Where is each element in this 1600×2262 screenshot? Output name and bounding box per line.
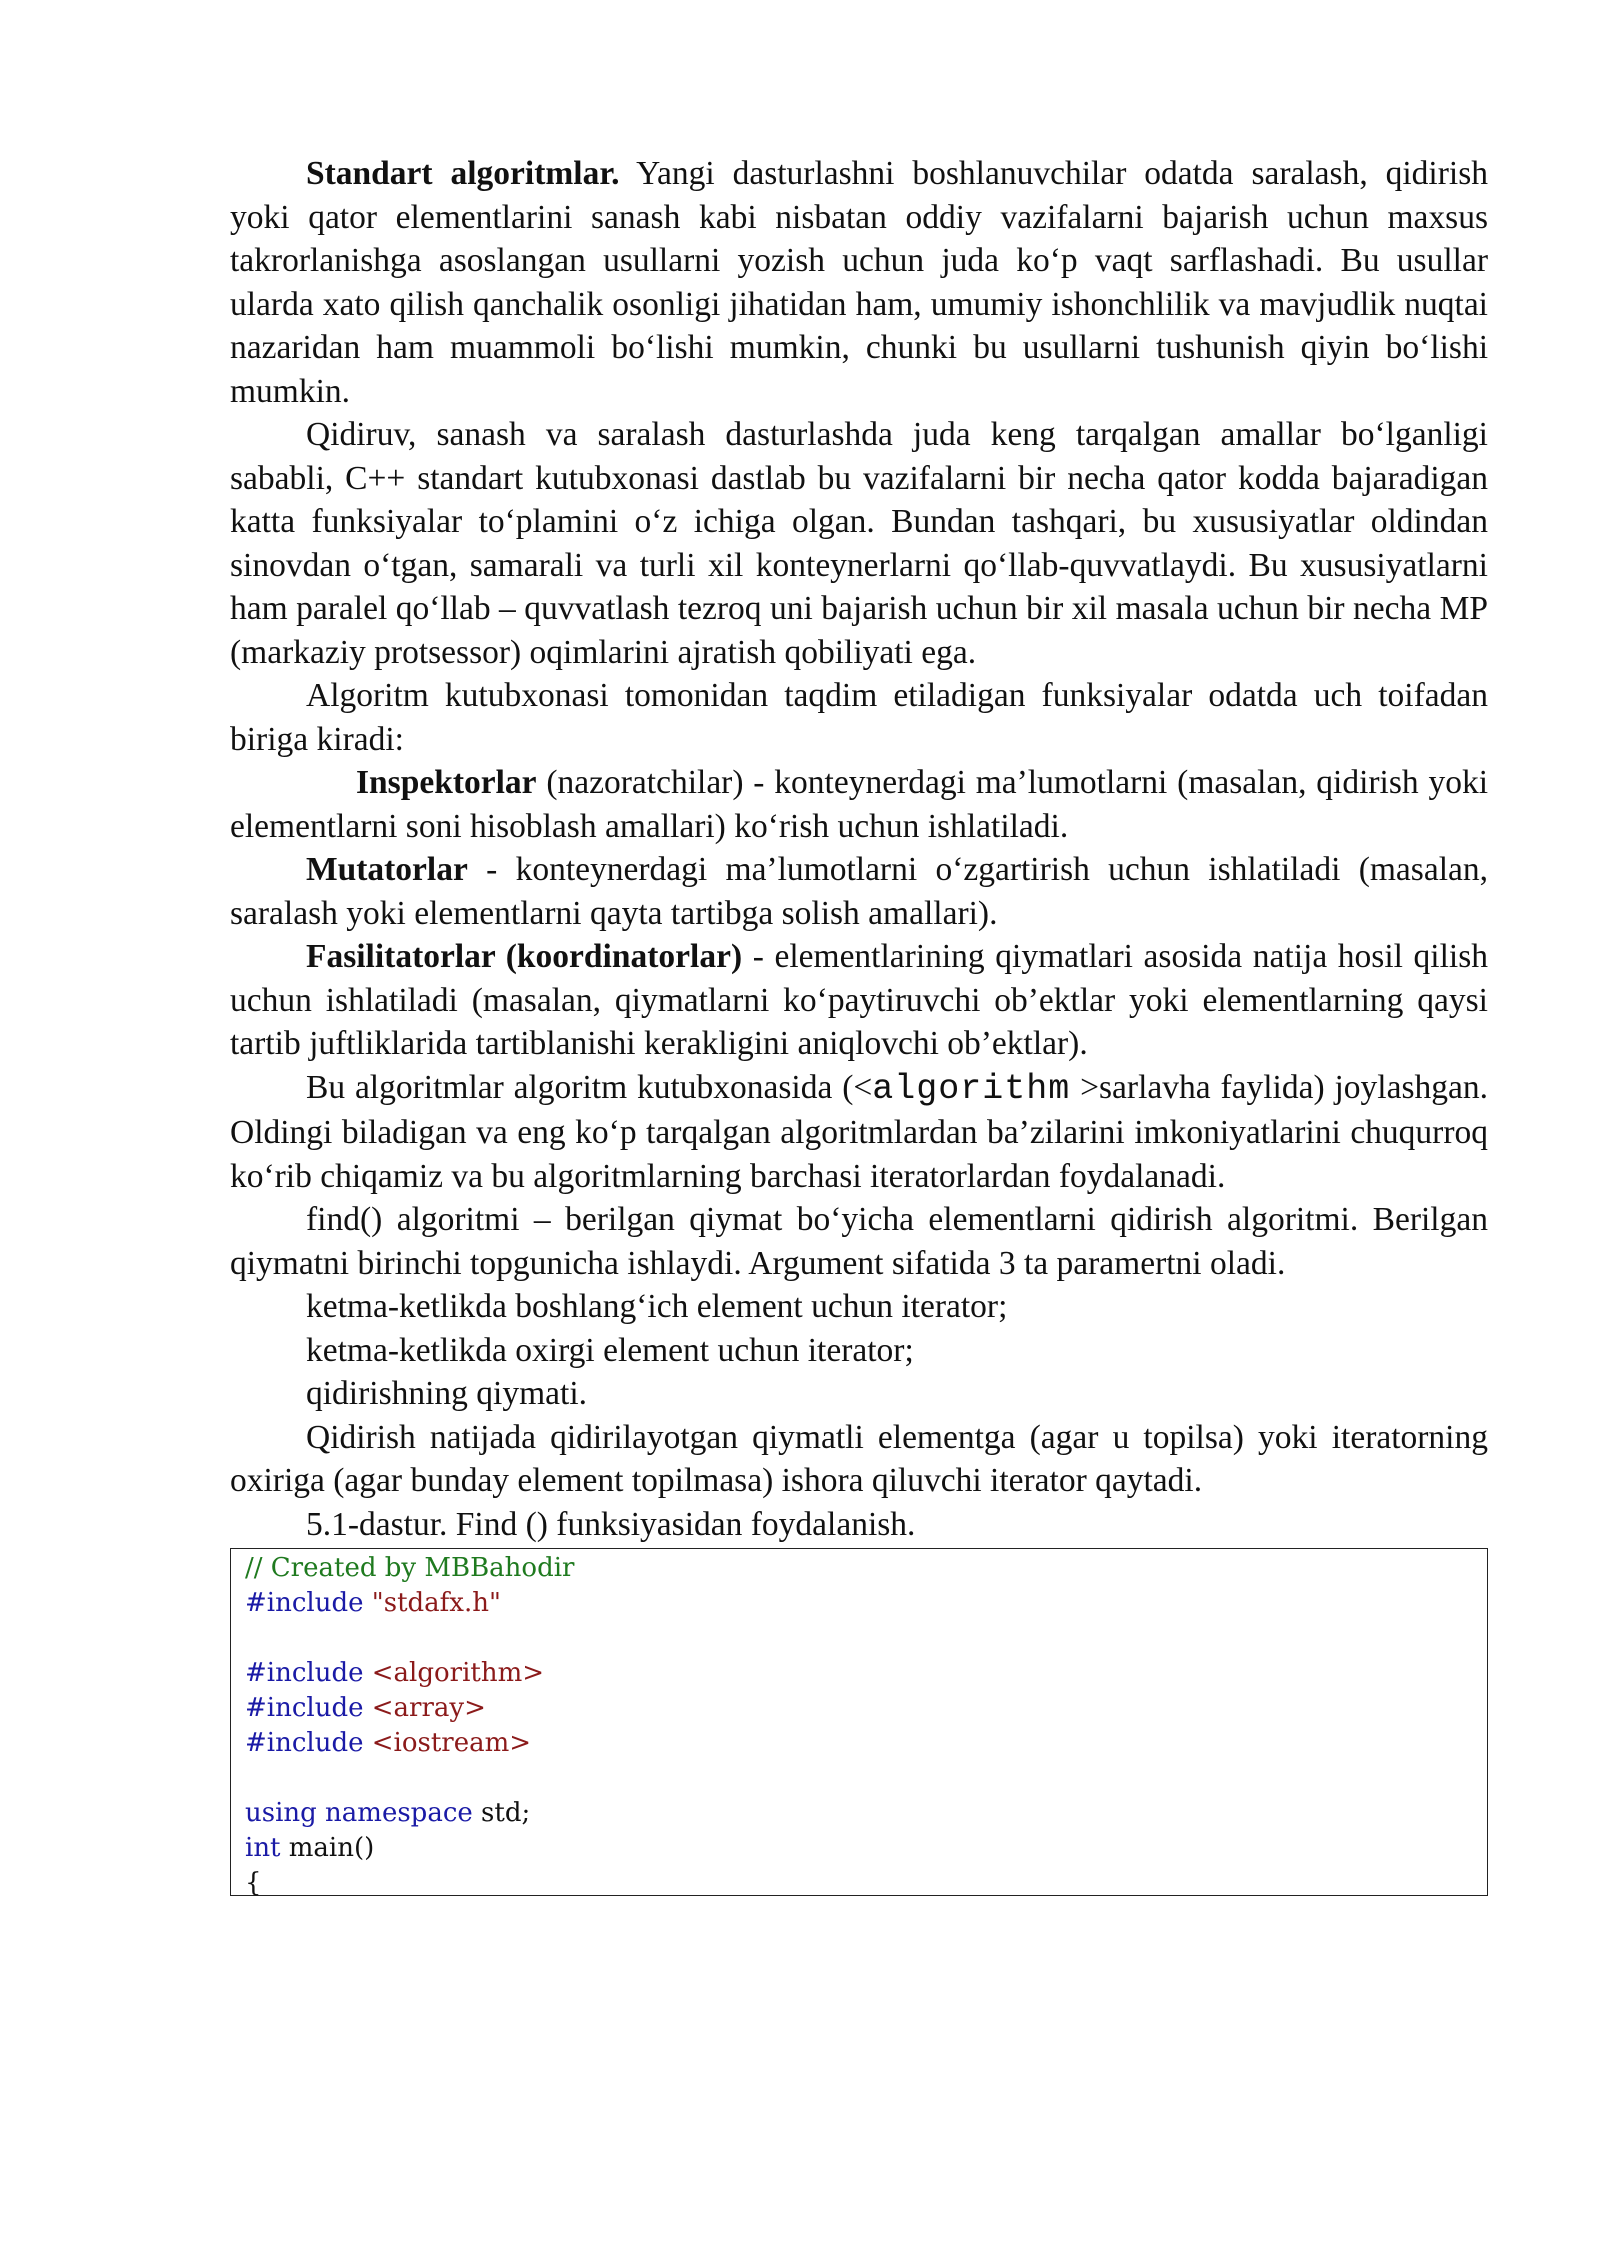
- code-string: <algorithm>: [371, 1658, 545, 1688]
- code-keyword: #include: [245, 1588, 364, 1618]
- term-mutators: Mutatorlar: [306, 851, 468, 888]
- code-string: <array>: [371, 1693, 486, 1723]
- paragraph-text-pre: Bu algoritmlar algoritm kutubxonasida (<: [306, 1068, 873, 1106]
- code-text: std;: [472, 1798, 531, 1828]
- code-line: [245, 1866, 1473, 1901]
- algorithm-header-name: algorithm: [872, 1068, 1071, 1109]
- paragraph-text: Qidiruv, sanash va saralash dasturlashda juda keng tarqalgan amallar bo‘lganligi sababli, C++ standart kutubxonasi dastlab bu vazifalarni bir necha qator kodda bajaradigan katta funksiyalar to‘plamini o‘z ichiga olgan. Bundan tashqari, bu xususiyatlar oldindan sinovdan o‘tgan, samarali va turli xil konteynerlarni qo‘llab-quvvatlaydi. Bu xususiyatlarni ham paralel qo‘llab – quvvatlash tezroq uni bajarish uchun bir xil masala uchun bir necha MP (markaziy protsessor) oqimlarini ajratish qobiliyati ega.: [230, 416, 1488, 671]
- code-string: "stdafx.h": [371, 1588, 501, 1618]
- code-text: main(): [280, 1833, 375, 1863]
- code-line: [245, 1691, 1473, 1726]
- code-keyword: #include: [245, 1693, 364, 1723]
- code-listing: [230, 1548, 1488, 1896]
- code-line-blank: [245, 1621, 1473, 1656]
- term-facilitators: Fasilitatorlar (koordinatorlar): [306, 938, 743, 975]
- code-keyword: #include: [245, 1658, 364, 1688]
- paragraph-find-result: Qidirish natijada qidirilayotgan qiymatli elementga (agar u topilsa) yoki iteratorning oxiriga (agar bunday element topilmasa) ishora qiluvchi iterator qaytadi.: [230, 1418, 1488, 1499]
- paragraph-text: Algoritm kutubxonasi tomonidan taqdim etiladigan funksiyalar odatda uch toifadan biriga kiradi:: [230, 677, 1488, 758]
- paragraph-mutators: [230, 848, 1488, 935]
- paragraph-algorithm-header: [230, 1066, 1488, 1199]
- code-line-blank: [245, 1761, 1473, 1796]
- paragraph-categories-intro: [230, 674, 1488, 761]
- paragraph-facilitators: [230, 935, 1488, 1066]
- code-text: {: [245, 1868, 262, 1898]
- paragraph-text: - elementlarining qiymatlari asosida natija hosil qilish uchun ishlatiladi (masalan, qiymatlarni ko‘paytiruvchi ob’ektlar yoki elementlarning qaysi tartib juftliklarida tartiblanishi kerakligini aniqlovchi ob’ektlar).: [230, 938, 1488, 1062]
- paragraph-search-sort: [230, 413, 1488, 674]
- code-line: [245, 1831, 1473, 1866]
- listing-caption: 5.1-dastur. Find () funksiyasidan foydalanish.: [306, 1505, 916, 1543]
- paragraph-text: >sarlavha faylida) joylashgan. Oldingi biladigan va eng ko‘p tarqalgan algoritmlardan ba’zilarini imkoniyatlarini chuqurroq ko‘rib chiqamiz va bu algoritmlarning barchasi iteratorlardan foydalanadi.: [230, 1068, 1488, 1195]
- paragraph-standard-algorithms: [230, 152, 1488, 413]
- paragraph-text: - konteynerdagi ma’lumotlarni o‘zgartirish uchun ishlatiladi (masalan, saralash yoki elementlarni qayta tartibga solish amallari).: [230, 851, 1488, 932]
- paragraph-inspectors: [230, 761, 1488, 848]
- code-keyword: int: [245, 1833, 281, 1863]
- term-inspectors: Inspektorlar: [356, 764, 537, 801]
- document-page: [230, 152, 1488, 1896]
- code-line: [245, 1726, 1473, 1761]
- code-keyword: #include: [245, 1728, 364, 1758]
- code-line: [245, 1796, 1473, 1831]
- paragraph-find: [230, 1198, 1488, 1285]
- list-item: qidirishning qiymati.: [306, 1375, 588, 1412]
- paragraph-text: Yangi dasturlashni boshlanuvchilar odatda saralash, qidirish yoki qator elementlarini sanash kabi nisbatan oddiy vazifalarni bajarish uchun maxsus takrorlanishga asoslangan usullarni yozish uchun juda ko‘p vaqt sarflashadi. Bu usullar ularda xato qilish qanchalik osonligi jihatidan ham, umumiy ishonchlilik va mavjudlik nuqtai nazaridan ham muammoli bo‘lishi mumkin, chunki bu usullarni tushunish qiyin bo‘lishi mumkin.: [230, 155, 1488, 410]
- list-item: ketma-ketlikda oxirgi element uchun iterator;: [306, 1331, 914, 1369]
- term-standard-algorithms: Standart algoritmlar.: [306, 155, 620, 192]
- code-keyword: using namespace: [245, 1798, 473, 1828]
- code-line: [245, 1656, 1473, 1691]
- code-line: [245, 1551, 1473, 1586]
- code-string: <iostream>: [371, 1728, 532, 1758]
- paragraph-text: find() algoritmi – berilgan qiymat bo‘yicha elementlarni qidirish algoritmi. Berilgan qiymatni birinchi topgunicha ishlaydi. Argument sifatida 3 ta paramertni oladi.: [230, 1201, 1488, 1282]
- paragraph-text: (nazoratchilar) - konteynerdagi ma’lumotlarni (masalan, qidirish yoki elementlarni soni hisoblash amallari) ko‘rish uchun ishlatiladi.: [230, 764, 1488, 845]
- list-item: ketma-ketlikda boshlang‘ich element uchun iterator;: [306, 1288, 1008, 1325]
- code-line: [245, 1586, 1473, 1621]
- code-comment: // Created by MBBahodir: [245, 1553, 575, 1583]
